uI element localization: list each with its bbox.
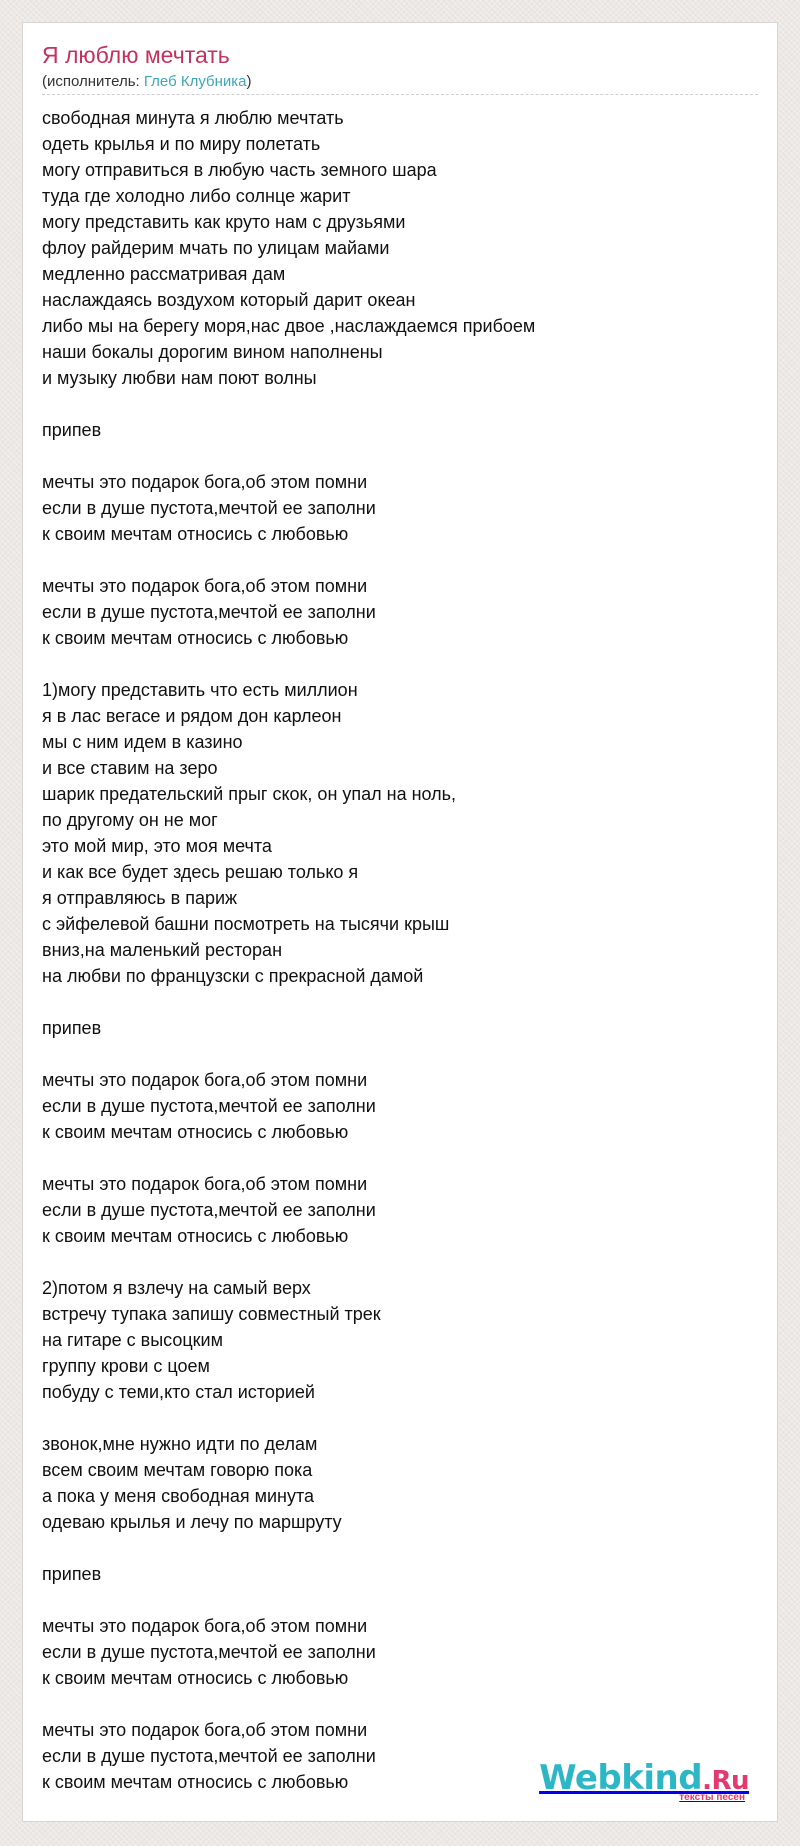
- lyric-line: наслаждаясь воздухом который дарит океан: [42, 290, 416, 310]
- lyric-line: к своим мечтам относись с любовью: [42, 1772, 349, 1792]
- lyric-line: мечты это подарок бога,об этом помни: [42, 1070, 368, 1090]
- lyric-line: припев: [42, 420, 102, 440]
- lyric-line: флоу райдерим мчать по улицам майами: [42, 238, 390, 258]
- lyric-line: к своим мечтам относись с любовью: [42, 628, 349, 648]
- lyric-line: если в душе пустота,мечтой ее заполни: [42, 1096, 376, 1116]
- lyric-blank-line: [42, 1535, 762, 1561]
- lyric-line: мечты это подарок бога,об этом помни: [42, 1174, 368, 1194]
- lyric-line: я в лас вегасе и рядом дон карлеон: [42, 706, 342, 726]
- lyric-blank-line: [42, 1145, 762, 1171]
- lyric-line: это мой мир, это моя мечта: [42, 836, 272, 856]
- song-title: Я люблю мечтать: [42, 42, 230, 68]
- lyric-line: одеваю крылья и лечу по маршруту: [42, 1512, 342, 1532]
- lyrics-text: [42, 105, 762, 1795]
- lyric-line: медленно рассматривая дам: [42, 264, 286, 284]
- lyric-blank-line: [42, 989, 762, 1015]
- title-divider: [42, 94, 758, 95]
- logo-word: Webkind: [539, 1758, 703, 1798]
- lyric-line: припев: [42, 1564, 102, 1584]
- lyric-line: туда где холодно либо солнце жарит: [42, 186, 351, 206]
- lyric-line: всем своим мечтам говорю пока: [42, 1460, 313, 1480]
- lyric-line: встречу тупака запишу совместный трек: [42, 1304, 381, 1324]
- lyric-line: мечты это подарок бога,об этом помни: [42, 576, 368, 596]
- lyric-line: шарик предательский прыг скок, он упал на ноль,: [42, 784, 457, 804]
- lyric-blank-line: [42, 443, 762, 469]
- lyric-line: могу представить как круто нам с друзьями: [42, 212, 406, 232]
- webkind-logo[interactable]: [539, 1758, 749, 1803]
- lyric-line: мечты это подарок бога,об этом помни: [42, 1616, 368, 1636]
- lyric-line: я отправляюсь в париж: [42, 888, 238, 908]
- lyric-line: мечты это подарок бога,об этом помни: [42, 1720, 368, 1740]
- lyric-blank-line: [42, 1691, 762, 1717]
- lyric-line: мечты это подарок бога,об этом помни: [42, 472, 368, 492]
- lyric-line: к своим мечтам относись с любовью: [42, 1226, 349, 1246]
- lyric-line: и все ставим на зеро: [42, 758, 218, 778]
- lyrics-card: [22, 22, 778, 1822]
- lyric-line: и как все будет здесь решаю только я: [42, 862, 359, 882]
- lyric-line: мы с ним идем в казино: [42, 732, 243, 752]
- lyric-line: 2)потом я взлечу на самый верх: [42, 1278, 311, 1298]
- lyric-line: свободная минута я люблю мечтать: [42, 108, 344, 128]
- lyric-blank-line: [42, 1041, 762, 1067]
- lyric-line: либо мы на берегу моря,нас двое ,наслаждаемся прибоем: [42, 316, 536, 336]
- lyric-blank-line: [42, 1587, 762, 1613]
- artist-prefix: (исполнитель:: [42, 73, 144, 90]
- lyric-blank-line: [42, 1249, 762, 1275]
- lyric-line: вниз,на маленький ресторан: [42, 940, 283, 960]
- lyric-blank-line: [42, 391, 762, 417]
- lyric-line: одеть крылья и по миру полетать: [42, 134, 321, 154]
- logo-tld: .Ru: [702, 1766, 749, 1796]
- lyric-line: побуду с теми,кто стал историей: [42, 1382, 315, 1402]
- lyric-line: а пока у меня свободная минута: [42, 1486, 315, 1506]
- lyric-line: если в душе пустота,мечтой ее заполни: [42, 498, 376, 518]
- artist-suffix: ): [246, 73, 252, 90]
- lyric-line: группу крови с цоем: [42, 1356, 210, 1376]
- lyric-line: к своим мечтам относись с любовью: [42, 1122, 349, 1142]
- lyric-blank-line: [42, 547, 762, 573]
- lyric-blank-line: [42, 1405, 762, 1431]
- lyric-line: наши бокалы дорогим вином наполнены: [42, 342, 383, 362]
- lyric-line: на любви по французски с прекрасной дамой: [42, 966, 424, 986]
- lyric-line: могу отправиться в любую часть земного шара: [42, 160, 437, 180]
- artist-line: [42, 73, 252, 91]
- lyric-line: если в душе пустота,мечтой ее заполни: [42, 602, 376, 622]
- artist-link[interactable]: Глеб Клубника: [143, 73, 247, 90]
- lyric-line: если в душе пустота,мечтой ее заполни: [42, 1642, 376, 1662]
- lyric-line: звонок,мне нужно идти по делам: [42, 1434, 318, 1454]
- logo-tagline: тексты песен: [679, 1792, 745, 1803]
- lyric-line: и музыку любви нам поют волны: [42, 368, 317, 388]
- lyric-blank-line: [42, 651, 762, 677]
- lyric-line: если в душе пустота,мечтой ее заполни: [42, 1200, 376, 1220]
- lyric-line: 1)могу представить что есть миллион: [42, 680, 358, 700]
- lyric-line: на гитаре с высоцким: [42, 1330, 223, 1350]
- lyric-line: по другому он не мог: [42, 810, 218, 830]
- lyric-line: к своим мечтам относись с любовью: [42, 524, 349, 544]
- lyric-line: к своим мечтам относись с любовью: [42, 1668, 349, 1688]
- lyric-line: с эйфелевой башни посмотреть на тысячи крыш: [42, 914, 450, 934]
- lyric-line: если в душе пустота,мечтой ее заполни: [42, 1746, 376, 1766]
- lyric-line: припев: [42, 1018, 102, 1038]
